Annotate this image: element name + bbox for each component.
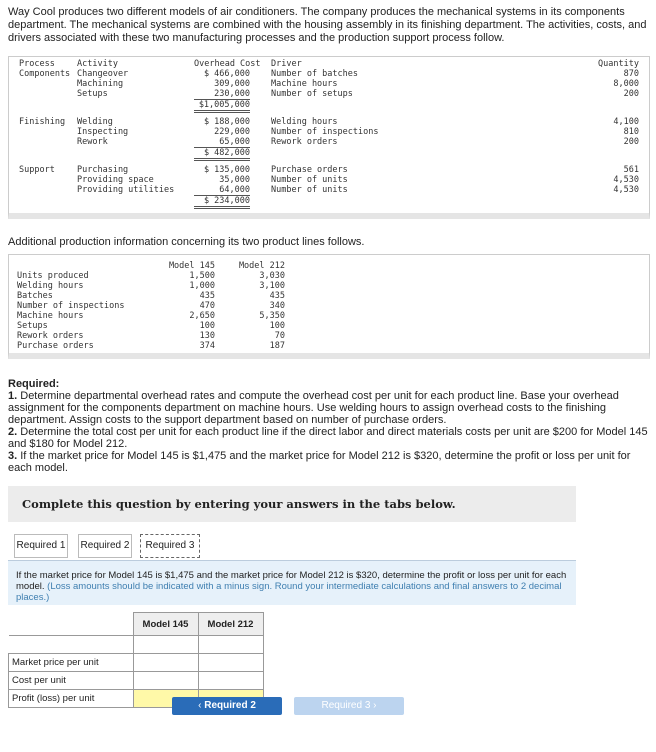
header-driver: Driver — [271, 59, 302, 69]
row-label: Units produced — [17, 271, 89, 281]
value-model-212: 340 — [269, 301, 285, 311]
row-label: Batches — [17, 291, 53, 301]
cost-total: $ 482,000 — [194, 148, 250, 161]
activity: Welding — [77, 117, 113, 127]
quantity: 200 — [623, 137, 639, 147]
prev-button[interactable]: ‹ Required 2 — [172, 697, 282, 715]
activity: Purchasing — [77, 165, 129, 175]
required-item-1: 1. Determine departmental overhead rates and compute the overhead cost per unit for each product line. Base your overhead assignment for the components department on machine hours. Use welding hours to assign overhead costs to the finishing department. Assign costs to the support department based on number of purchase orders. — [8, 390, 619, 426]
activity: Inspecting — [77, 127, 129, 137]
required-item-3: 3. If the market price for Model 145 is $1,475 and the market price for Model 212 is $320, determine the profit or loss per unit for each model. — [8, 450, 631, 474]
driver: Number of inspections — [271, 127, 379, 137]
quantity: 4,530 — [613, 175, 639, 185]
tab-required-1[interactable]: Required 1 — [14, 534, 68, 558]
chevron-left-icon: ‹ — [198, 700, 202, 711]
header-process: Process — [19, 59, 55, 69]
cost: $ 188,000 — [203, 117, 250, 127]
value-model-145: 100 — [199, 321, 215, 331]
value-model-145: 470 — [199, 301, 215, 311]
quantity: 8,000 — [613, 79, 639, 89]
value-model-145: 374 — [199, 341, 215, 351]
value-model-212: 100 — [269, 321, 285, 331]
cost: $ 135,000 — [203, 165, 250, 175]
row-label-profit-loss: Profit (loss) per unit — [9, 690, 134, 708]
cost: 65,000 — [194, 137, 250, 148]
quantity: 4,530 — [613, 185, 639, 195]
intro-text: Way Cool produces two different models of air conditioners. The company produces the mechanical systems in its components department. The mechanical systems are combined with the housing assembly in its finishing department. The activities, costs, and drivers associated with these two manufacturing processes and the production support process follow. — [8, 6, 647, 44]
value-model-212: 435 — [269, 291, 285, 301]
cost: 35,000 — [219, 175, 250, 185]
process-components: Components — [19, 69, 71, 79]
next-button[interactable]: Required 3 › — [294, 697, 404, 715]
row-label: Machine hours — [17, 311, 84, 321]
header-overhead-cost: Overhead Cost — [194, 59, 261, 69]
spacer — [9, 636, 134, 654]
row-label: Rework orders — [17, 331, 84, 341]
cost: 230,000 — [194, 89, 250, 100]
activity: Machining — [77, 79, 124, 89]
required-section — [8, 378, 648, 474]
required-item-2: 2. Determine the total cost per unit for each product line if the direct labor and direct materials costs per unit are $200 for Model 145 and $180 for Model 212. — [8, 426, 648, 450]
header-model-145: Model 145 — [133, 613, 198, 636]
value-model-212: 3,030 — [259, 271, 285, 281]
value-model-212: 70 — [274, 331, 285, 341]
header-model-212: Model 212 — [198, 613, 263, 636]
activity-cost-table — [8, 56, 650, 219]
value-model-212: 5,350 — [259, 311, 285, 321]
row-label: Welding hours — [17, 281, 84, 291]
process-finishing: Finishing — [19, 117, 66, 127]
col-model-212: Model 212 — [238, 261, 285, 271]
cost: 309,000 — [214, 79, 250, 89]
activity: Setups — [77, 89, 108, 99]
row-label: Number of inspections — [17, 301, 125, 311]
input-market-price-212[interactable] — [198, 654, 263, 672]
input-market-price-145[interactable] — [133, 654, 198, 672]
row-label-market-price: Market price per unit — [9, 654, 134, 672]
row-label-cost-per-unit: Cost per unit — [9, 672, 134, 690]
driver: Purchase orders — [271, 165, 348, 175]
activity: Rework — [77, 137, 108, 147]
additional-info-label: Additional production information concerning its two product lines follows. — [8, 236, 365, 248]
question-text: If the market price for Model 145 is $1,475 and the market price for Model 212 is $320, determine the profit or loss per unit for each model. — [16, 570, 567, 592]
driver: Number of units — [271, 175, 348, 185]
activity: Changeover — [77, 69, 129, 79]
banner-text: Complete this question by entering your answers in the tabs below. — [22, 497, 456, 511]
value-model-145: 2,650 — [189, 311, 215, 321]
instruction-banner — [8, 486, 576, 522]
row-label: Purchase orders — [17, 341, 94, 351]
value-model-145: 1,500 — [189, 271, 215, 281]
required-title: Required: — [8, 378, 60, 390]
quantity: 561 — [623, 165, 639, 175]
driver: Number of units — [271, 185, 348, 195]
activity: Providing space — [77, 175, 154, 185]
value-model-212: 3,100 — [259, 281, 285, 291]
cost: $ 466,000 — [203, 69, 250, 79]
driver: Number of setups — [271, 89, 353, 99]
tab-required-3[interactable]: Required 3 — [140, 534, 200, 558]
col-model-145: Model 145 — [168, 261, 215, 271]
cost-total: $1,005,000 — [194, 100, 250, 113]
cost: 64,000 — [194, 185, 250, 196]
quantity: 4,100 — [613, 117, 639, 127]
blank-header-cell — [9, 613, 134, 636]
production-info-table — [8, 254, 650, 359]
input-cost-145[interactable] — [133, 672, 198, 690]
driver: Number of batches — [271, 69, 358, 79]
driver: Machine hours — [271, 79, 338, 89]
cost: 229,000 — [214, 127, 250, 137]
value-model-145: 130 — [199, 331, 215, 341]
process-support: Support — [19, 165, 55, 175]
answer-table — [8, 612, 264, 708]
header-activity: Activity — [77, 59, 118, 69]
value-model-145: 1,000 — [189, 281, 215, 291]
input-cost-212[interactable] — [198, 672, 263, 690]
chevron-right-icon: › — [373, 700, 377, 711]
activity: Providing utilities — [77, 185, 175, 195]
tab-required-2[interactable]: Required 2 — [78, 534, 132, 558]
row-label: Setups — [17, 321, 48, 331]
driver: Rework orders — [271, 137, 338, 147]
question-box — [8, 560, 576, 605]
quantity: 870 — [623, 69, 639, 79]
header-quantity: Quantity — [598, 59, 639, 69]
value-model-145: 435 — [199, 291, 215, 301]
quantity: 810 — [623, 127, 639, 137]
value-model-212: 187 — [269, 341, 285, 351]
cost-total: $ 234,000 — [194, 196, 250, 209]
question-note: (Loss amounts should be indicated with a minus sign. Round your intermediate calculations and final answers to 2 decimal places.) — [16, 581, 562, 603]
driver: Welding hours — [271, 117, 338, 127]
quantity: 200 — [623, 89, 639, 99]
